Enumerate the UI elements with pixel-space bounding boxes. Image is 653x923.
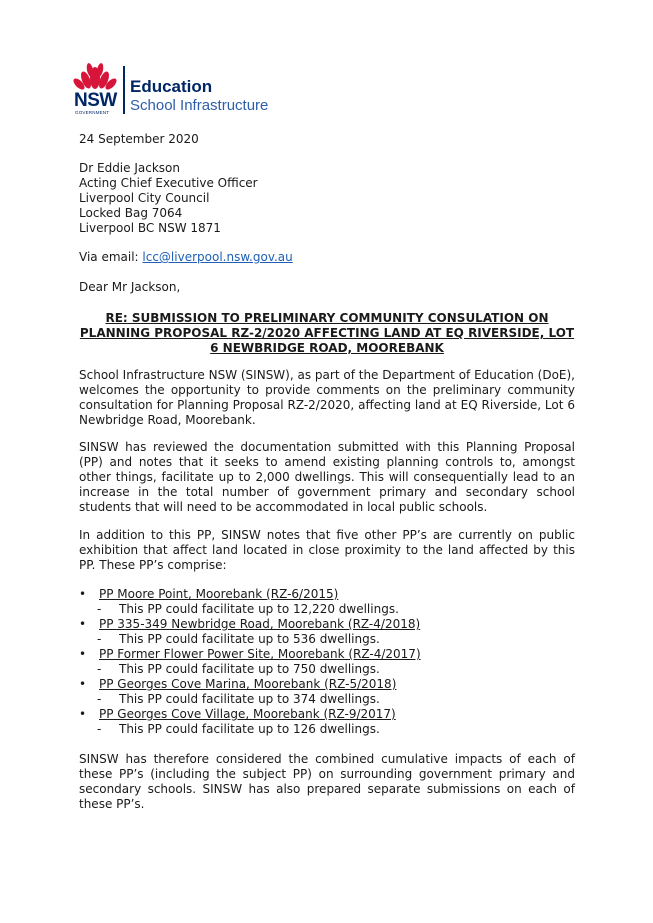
- nsw-wordmark: NSW: [74, 90, 117, 111]
- proposal-title: PP Georges Cove Village, Moorebank (RZ-9/2017): [99, 707, 396, 721]
- list-item: [79, 617, 420, 632]
- bullet-icon: •: [79, 587, 87, 601]
- via-email-line: [79, 250, 293, 265]
- bullet-icon: •: [79, 617, 87, 631]
- proposal-note: This PP could facilitate up to 750 dwellings.: [119, 662, 380, 676]
- list-subitem: [97, 722, 380, 737]
- letter-subject-heading: RE: SUBMISSION TO PRELIMINARY COMMUNITY CONSULATION ON PLANNING PROPOSAL RZ-2/2020 AFFECTING LAND AT EQ RIVERSIDE, LOT 6 NEWBRIDGE ROAD, MOOREBANK: [79, 311, 575, 355]
- proposal-title: PP Former Flower Power Site, Moorebank (RZ-4/2017): [99, 647, 421, 661]
- brand-title: Education: [130, 77, 213, 96]
- body-paragraph: In addition to this PP, SINSW notes that five other PP’s are currently on public exhibition that affect land located in close proximity to the land affected by this PP. These PP’s comprise:: [79, 528, 575, 572]
- dash-icon: -: [97, 632, 102, 646]
- nsw-education-logo: [72, 58, 282, 118]
- address-line: Acting Chief Executive Officer: [79, 176, 258, 190]
- address-line: Liverpool City Council: [79, 191, 210, 205]
- list-item: [79, 647, 421, 662]
- body-paragraph: School Infrastructure NSW (SINSW), as part of the Department of Education (DoE), welcomes the opportunity to provide comments on the preliminary community consultation for Planning Proposal RZ-2/2020, affecting land at EQ Riverside, Lot 6 Newbridge Road, Moorebank.: [79, 368, 575, 427]
- list-subitem: [97, 692, 380, 707]
- proposal-title: PP Georges Cove Marina, Moorebank (RZ-5/2018): [99, 677, 397, 691]
- via-email-label: Via email:: [79, 250, 143, 264]
- list-item: [79, 707, 396, 722]
- dash-icon: -: [97, 722, 102, 736]
- dash-icon: -: [97, 692, 102, 706]
- brand-subtitle: School Infrastructure: [130, 97, 269, 114]
- address-line: Dr Eddie Jackson: [79, 161, 180, 175]
- body-paragraph: SINSW has reviewed the documentation submitted with this Planning Proposal (PP) and notes that it seeks to amend existing planning controls to, amongst other things, facilitate up to 2,000 dwellings. This will consequentially lead to an increase in the total number of government primary and secondary school students that will need to be accommodated in local public schools.: [79, 440, 575, 514]
- proposal-title: PP 335-349 Newbridge Road, Moorebank (RZ-4/2018): [99, 617, 421, 631]
- address-line: Locked Bag 7064: [79, 206, 183, 220]
- proposal-title: PP Moore Point, Moorebank (RZ-6/2015): [99, 587, 339, 601]
- bullet-icon: •: [79, 677, 87, 691]
- government-wordmark: GOVERNMENT: [75, 110, 110, 115]
- salutation: Dear Mr Jackson,: [79, 280, 181, 294]
- list-subitem: [97, 662, 380, 677]
- proposal-note: This PP could facilitate up to 536 dwellings.: [119, 632, 380, 646]
- dash-icon: -: [97, 602, 102, 616]
- proposal-note: This PP could facilitate up to 126 dwellings.: [119, 722, 380, 736]
- bullet-icon: •: [79, 647, 87, 661]
- dash-icon: -: [97, 662, 102, 676]
- email-link[interactable]: lcc@liverpool.nsw.gov.au: [142, 250, 293, 264]
- list-item: [79, 587, 338, 602]
- logo-divider: [123, 66, 125, 114]
- letter-date: 24 September 2020: [79, 132, 199, 146]
- bullet-icon: •: [79, 707, 87, 721]
- proposal-note: This PP could facilitate up to 374 dwellings.: [119, 692, 380, 706]
- body-paragraph: SINSW has therefore considered the combined cumulative impacts of each of these PP’s (including the subject PP) on surrounding government primary and secondary schools. SINSW has also prepared separate submissions on each of these PP’s.: [79, 752, 575, 811]
- list-subitem: [97, 602, 399, 617]
- address-line: Liverpool BC NSW 1871: [79, 221, 221, 235]
- list-item: [79, 677, 396, 692]
- list-subitem: [97, 632, 380, 647]
- proposal-note: This PP could facilitate up to 12,220 dwellings.: [119, 602, 399, 616]
